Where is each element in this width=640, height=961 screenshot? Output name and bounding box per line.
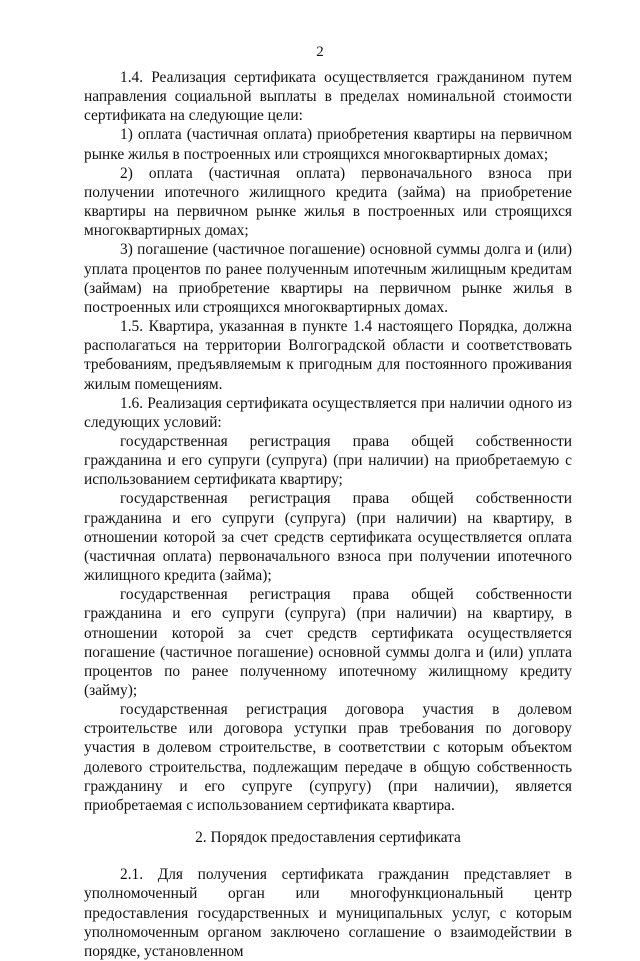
paragraph-1-5: 1.5. Квартира, указанная в пункте 1.4 настоящего Порядка, должна располагаться на территории Волгоградской области и соответствовать требованиям, предъявляемым к пригодным для постоянного проживания жилым помещениям. [84, 318, 572, 393]
paragraph-2-1: 2.1. Для получения сертификата гражданин представляет в уполномоченный орган или многофункциональный центр предоставления государственных и муниципальных услуг, с которым уполномоченным органом заключено соглашение о взаимодействии в порядке, установленном [84, 866, 572, 960]
paragraph-1-4-item-3: 3) погашение (частичное погашение) основной суммы долга и (или) уплата процентов по ранее полученным ипотечным жилищным кредитам (займам) на приобретение квартиры на первичном рынке жилья в построенных или строящихся многоквартирных домах. [84, 241, 572, 316]
paragraph-1-4: 1.4. Реализация сертификата осуществляется гражданином путем направления социальной выплаты в пределах номинальной стоимости сертификата на следующие цели: [84, 69, 572, 125]
paragraph-1-4-item-1: 1) оплата (частичная оплата) приобретения квартиры на первичном рынке жилья в построенных или строящихся многоквартирных домах; [84, 126, 572, 163]
paragraph-1-4-item-2: 2) оплата (частичная оплата) первоначального взноса при получении ипотечного жилищного кредита (займа) на приобретение квартиры на первичном рынке жилья в построенных или строящихся многоквартирных домах; [84, 164, 572, 240]
paragraph-1-6-condition-1: государственная регистрация права общей собственности гражданина и его супруги (супруга) (при наличии) на приобретаемую с использованием сертификата квартиру; [84, 432, 572, 489]
paragraph-1-6-condition-3: государственная регистрация права общей собственности гражданина и его супруги (супруга) (при наличии) на квартиру, в отношении которой за счет средств сертификата осуществляется погашение (частичное погашение) основной суммы долга и (или) уплата процентов по ранее полученному ипотечному жилищному кредиту (займу); [84, 586, 572, 699]
document-body [84, 68, 572, 961]
paragraph-1-6: 1.6. Реализация сертификата осуществляется при наличии одного из следующих условий: [84, 394, 572, 431]
paragraph-1-6-condition-4: государственная регистрация договора участия в долевом строительстве или договора уступки прав требования по договору участия в долевом строительстве, в соответствии с которым объектом долевого строительства, подлежащим передаче в общую собственность гражданину и его супруге (супругу) (при наличии), является приобретаемая с использованием сертификата квартира. [84, 701, 572, 814]
paragraph-1-6-condition-2: государственная регистрация права общей собственности гражданина и его супруги (супруга) (при наличии) на квартиру, в отношении которой за счет средств сертификата осуществляется оплата (частичная оплата) первоначального взноса при получении ипотечного жилищного кредита (займа); [84, 490, 572, 585]
page-number: 2 [316, 44, 324, 60]
section-2-heading: 2. Порядок предоставления сертификата [195, 829, 461, 847]
